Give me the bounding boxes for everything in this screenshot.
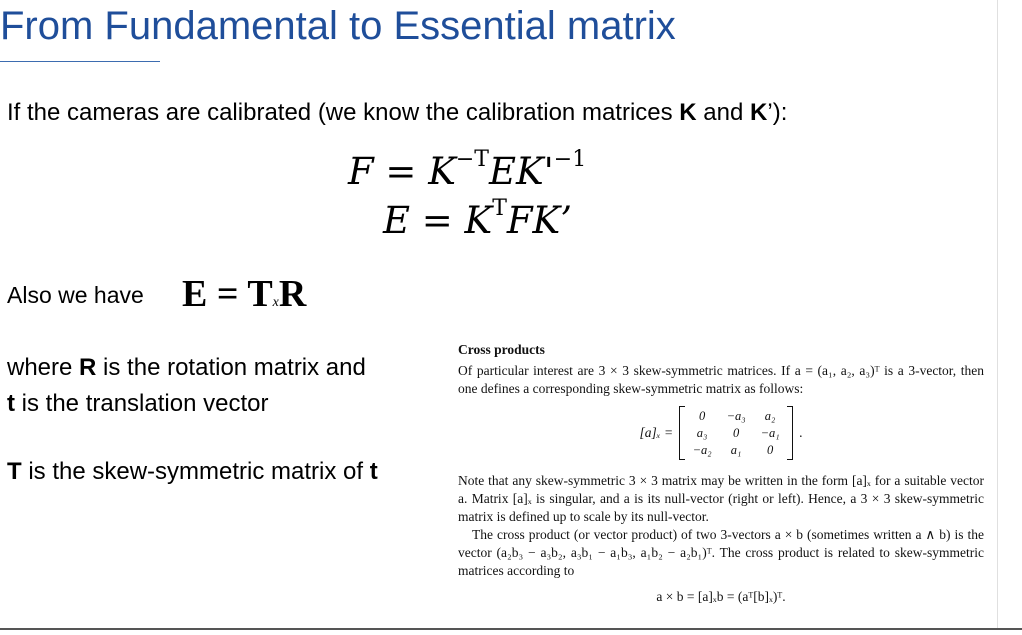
- intro-k: K: [679, 99, 697, 126]
- matrix-cell: 0: [766, 442, 774, 457]
- etr-sub: x: [272, 295, 279, 310]
- matrix-cell: −a₃: [726, 408, 746, 423]
- where-text: [7, 350, 366, 422]
- essential-formula: [182, 272, 306, 316]
- eq1-sup1: −T: [455, 147, 489, 172]
- excerpt-heading: Cross products: [458, 342, 545, 357]
- matrix-cell: a₁: [730, 442, 742, 457]
- skew-mid: is the skew-symmetric matrix of: [21, 458, 370, 485]
- skew-text: [7, 458, 378, 486]
- eq1-sup2: −1: [553, 147, 587, 172]
- matrix-cell: a₂: [764, 408, 776, 423]
- right-border: [997, 0, 998, 628]
- excerpt-p2: Note that any skew-symmetric 3 × 3 matrix may be written in the form [a]ₓ for a suitable vector a. Matrix [a]ₓ is singular, and a is its null-vector (right or left). Hence, a 3 × 3 skew-symmetric matrix is defined up to scale by its null-vector.: [458, 473, 984, 524]
- where-l1-bold: R: [79, 354, 97, 381]
- etr-right: R: [278, 273, 307, 315]
- matrix-grid: [685, 408, 787, 459]
- intro-and: and: [696, 99, 751, 126]
- cross-product-formula: a × b = [a]ₓb = (aᵀ[b]ₓ)ᵀ.: [656, 589, 786, 604]
- skew-matrix: [458, 404, 984, 462]
- matrix-cell: −a₁: [760, 425, 780, 440]
- matrix-right-bracket: [787, 406, 793, 460]
- book-excerpt: [458, 341, 984, 606]
- matrix-cell: 0: [698, 408, 706, 423]
- eq1-lhs: F = K: [348, 150, 456, 193]
- etr-left: E = T: [182, 273, 273, 315]
- where-line-1: [7, 350, 366, 386]
- eq2-lhs: E = K: [383, 199, 493, 242]
- where-line-2: [7, 386, 366, 422]
- matrix-cell: a₃: [696, 425, 708, 440]
- also-text: Also we have: [7, 282, 144, 308]
- bottom-border: [0, 628, 1022, 630]
- matrix-cell: 0: [732, 425, 740, 440]
- excerpt-p1: Of particular interest are 3 × 3 skew-symmetric matrices. If a = (a₁, a₂, a₃)ᵀ is a 3-vector, then one defines a corresponding skew-symmetric matrix as follows:: [458, 363, 984, 396]
- where-l2-bold: t: [7, 390, 15, 417]
- where-l2-post: is the translation vector: [15, 390, 269, 417]
- skew-bold: T: [7, 458, 22, 485]
- skew-bold2: t: [369, 458, 378, 485]
- excerpt-p3: The cross product (or vector product) of two 3-vectors a × b (sometimes written a ∧ b) is the vector (a₂b₃ − a₃b₂, a₃b₁ − a₁b₃, a₁b₂ − a₂b₁)ᵀ. The cross product is related to skew-symmetric matrices according to: [458, 527, 984, 578]
- slide-title: From Fundamental to Essential matrix: [0, 4, 676, 48]
- intro-pre: If the cameras are calibrated (we know the calibration matrices: [7, 99, 680, 126]
- equation-essential: [383, 196, 572, 242]
- where-l1-pre: where: [7, 354, 80, 381]
- matrix-end: .: [799, 425, 803, 440]
- intro-post: ’):: [767, 99, 788, 126]
- eq1-mid: EK': [488, 150, 554, 193]
- matrix-label: [a]ₓ =: [639, 425, 674, 440]
- equation-fundamental: [348, 147, 587, 193]
- eq2-rhs: FK’: [506, 199, 572, 242]
- title-underline: [0, 61, 160, 62]
- eq2-sup: T: [492, 196, 507, 221]
- where-l1-post: is the rotation matrix and: [96, 354, 366, 381]
- matrix-cell: −a₂: [692, 442, 712, 457]
- intro-line: [7, 99, 787, 127]
- intro-kprime: K: [750, 99, 768, 126]
